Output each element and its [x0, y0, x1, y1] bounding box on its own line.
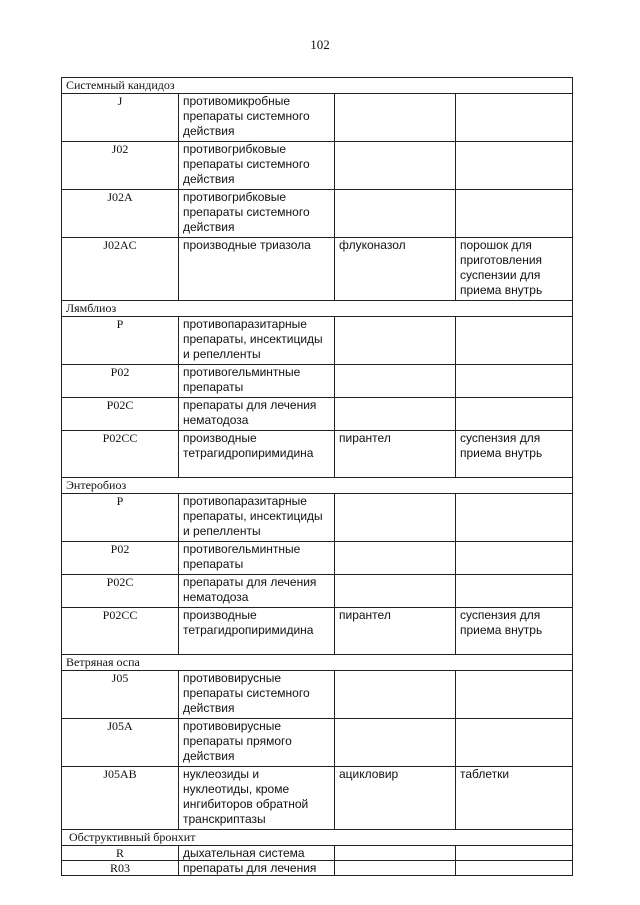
drug-name	[335, 575, 456, 608]
atc-code: P02C	[62, 398, 179, 431]
drug-name	[335, 398, 456, 431]
table-row	[62, 398, 573, 431]
table-row	[62, 494, 573, 542]
section-header	[62, 78, 573, 94]
atc-code: R03	[62, 861, 179, 876]
dosage-form	[456, 317, 573, 365]
atc-group: противовирусные препараты системного действия	[179, 671, 335, 719]
table-row	[62, 861, 573, 876]
table-row	[62, 542, 573, 575]
drug-name	[335, 719, 456, 767]
atc-group: производные триазола	[179, 238, 335, 301]
drug-table	[61, 77, 573, 876]
dosage-form	[456, 398, 573, 431]
dosage-form: порошок для приготовления суспензии для приема внутрь	[456, 238, 573, 301]
dosage-form	[456, 365, 573, 398]
atc-code: J02A	[62, 190, 179, 238]
section-title: Энтеробиоз	[62, 478, 573, 494]
table-row	[62, 365, 573, 398]
drug-name	[335, 861, 456, 876]
table-row	[62, 846, 573, 861]
table-row	[62, 190, 573, 238]
dosage-form	[456, 542, 573, 575]
drug-name	[335, 671, 456, 719]
atc-group: противогрибковые препараты системного действия	[179, 190, 335, 238]
atc-group: производные тетрагидропиримидина	[179, 431, 335, 478]
table-row	[62, 719, 573, 767]
atc-code: P02C	[62, 575, 179, 608]
drug-name	[335, 190, 456, 238]
atc-code: R	[62, 846, 179, 861]
dosage-form: таблетки	[456, 767, 573, 830]
drug-name: пирантел	[335, 608, 456, 655]
section-title: Ветряная оспа	[62, 655, 573, 671]
atc-group: противопаразитарные препараты, инсектициды и репелленты	[179, 494, 335, 542]
dosage-form	[456, 671, 573, 719]
table-row	[62, 317, 573, 365]
atc-group: препараты для лечения нематодоза	[179, 398, 335, 431]
dosage-form	[456, 846, 573, 861]
drug-name	[335, 494, 456, 542]
atc-group: дыхательная система	[179, 846, 335, 861]
table-row	[62, 142, 573, 190]
atc-code: P02	[62, 542, 179, 575]
section-title: Обструктивный бронхит	[62, 830, 573, 846]
dosage-form	[456, 575, 573, 608]
atc-code: P	[62, 317, 179, 365]
drug-name	[335, 317, 456, 365]
page-number: 102	[310, 37, 330, 52]
atc-code: J05	[62, 671, 179, 719]
dosage-form	[456, 190, 573, 238]
drug-name	[335, 542, 456, 575]
table-row	[62, 671, 573, 719]
atc-group: производные тетрагидропиримидина	[179, 608, 335, 655]
section-header	[62, 655, 573, 671]
atc-group: противогельминтные препараты	[179, 365, 335, 398]
section-header	[62, 830, 573, 846]
dosage-form	[456, 861, 573, 876]
table-row	[62, 575, 573, 608]
atc-group: противопаразитарные препараты, инсектициды и репелленты	[179, 317, 335, 365]
atc-code: P	[62, 494, 179, 542]
atc-group: противовирусные препараты прямого действия	[179, 719, 335, 767]
drug-name	[335, 142, 456, 190]
atc-code: J	[62, 94, 179, 142]
section-title: Лямблиоз	[62, 301, 573, 317]
atc-code: J02	[62, 142, 179, 190]
dosage-form	[456, 719, 573, 767]
dosage-form	[456, 94, 573, 142]
dosage-form: суспензия для приема внутрь	[456, 431, 573, 478]
table-row	[62, 431, 573, 478]
atc-code: P02CC	[62, 608, 179, 655]
drug-name: пирантел	[335, 431, 456, 478]
atc-code: J05A	[62, 719, 179, 767]
table-row	[62, 608, 573, 655]
drug-name: флуконазол	[335, 238, 456, 301]
atc-group: препараты для лечения нематодоза	[179, 575, 335, 608]
section-header	[62, 301, 573, 317]
drug-name	[335, 94, 456, 142]
atc-group: препараты для лечения	[179, 861, 335, 876]
section-title: Системный кандидоз	[62, 78, 573, 94]
dosage-form	[456, 494, 573, 542]
section-header	[62, 478, 573, 494]
table-row	[62, 238, 573, 301]
drug-name	[335, 365, 456, 398]
atc-group: противомикробные препараты системного действия	[179, 94, 335, 142]
dosage-form	[456, 142, 573, 190]
dosage-form: суспензия для приема внутрь	[456, 608, 573, 655]
atc-code: J02AC	[62, 238, 179, 301]
atc-code: J05AB	[62, 767, 179, 830]
table-row	[62, 94, 573, 142]
atc-group: противогельминтные препараты	[179, 542, 335, 575]
atc-code: P02	[62, 365, 179, 398]
drug-name	[335, 846, 456, 861]
table-row	[62, 767, 573, 830]
atc-group: нуклеозиды и нуклеотиды, кроме ингибиторов обратной транскриптазы	[179, 767, 335, 830]
drug-name: ацикловир	[335, 767, 456, 830]
atc-code: P02CC	[62, 431, 179, 478]
atc-group: противогрибковые препараты системного действия	[179, 142, 335, 190]
